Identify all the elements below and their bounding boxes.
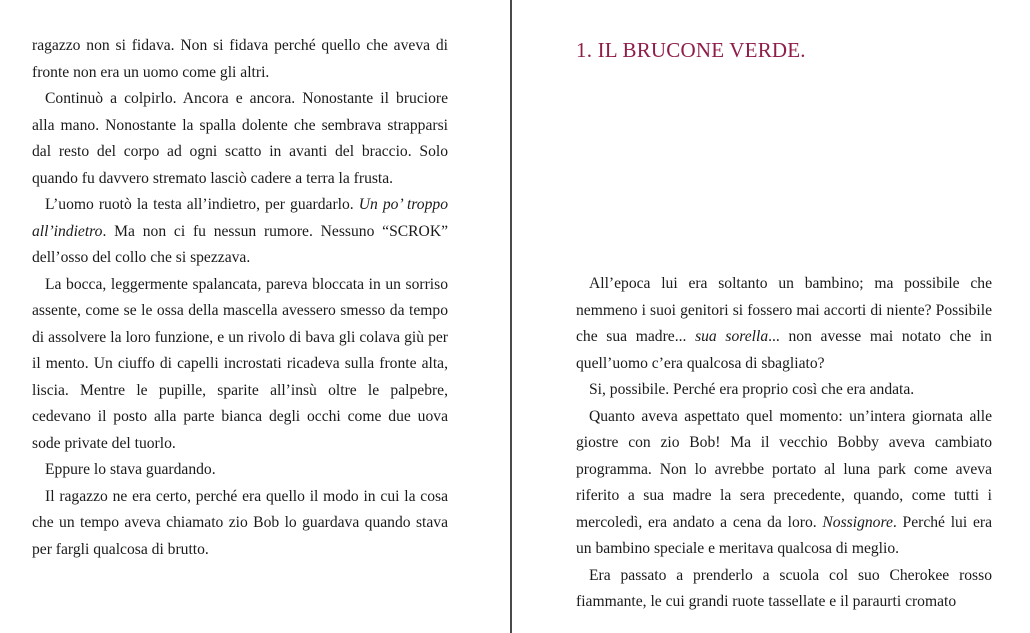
italic-text: Un po’ troppo all’indietro xyxy=(32,196,448,240)
text-run: Continuò a colpirlo. Ancora e ancora. Nonostante il bruciore alla mano. Nonostante la spalla dolente che sembrava strapparsi dal resto del corpo ad ogni scatto in avanti del braccio. Solo quando fu davvero stremato lasciò cadere a terra la frusta. xyxy=(32,90,448,187)
text-run: L’uomo ruotò la testa all’indietro, per guardarlo. xyxy=(45,196,359,213)
paragraph xyxy=(576,404,992,563)
paragraph xyxy=(576,563,992,616)
text-run: La bocca, leggermente spalancata, pareva bloccata in un sorriso assente, come se le ossa della mascella avessero smesso da tempo di assolvere la loro funzione, e un rivolo di bava gli colava giù per il mento. Un ciuffo di capelli incrostati ricadeva sulla fronte alta, liscia. Mentre le pupille, sparite all’insù oltre le palpebre, cedevano il posto alla parte bianca degli occhi come due uova sode private del tuorlo. xyxy=(32,275,448,452)
text-run: ... non avesse mai notato che in quell’uomo c’era qualcosa di sbagliato? xyxy=(576,328,992,372)
paragraph xyxy=(576,271,992,377)
paragraph xyxy=(32,457,448,484)
paragraph xyxy=(32,86,448,192)
paragraph xyxy=(32,484,448,564)
italic-text: sua sorella xyxy=(695,328,769,345)
text-run: Si, possibile. Perché era proprio così che era andata. xyxy=(589,381,915,398)
text-run: Era passato a prenderlo a scuola col suo Cherokee rosso fiammante, le cui grandi ruote tassellate e il paraurti cromato xyxy=(576,566,992,610)
left-page xyxy=(0,0,511,633)
chapter-title: 1. IL BRUCONE VERDE. xyxy=(576,38,806,62)
text-run: Il ragazzo ne era certo, perché era quello il modo in cui la cosa che un tempo aveva chiamato zio Bob lo guardava quando stava per fargli qualcosa di brutto. xyxy=(32,487,448,558)
right-page-text xyxy=(576,271,992,616)
text-run: All’epoca lui era soltanto un bambino; ma possibile che nemmeno i suoi genitori si fossero mai accorti di niente? Possibile che sua madre... xyxy=(576,275,992,345)
paragraph xyxy=(32,192,448,272)
left-page-text xyxy=(32,33,448,563)
text-run: Eppure lo stava guardando. xyxy=(45,461,216,478)
italic-text: Nossignore xyxy=(822,513,893,531)
right-page xyxy=(512,0,1030,633)
paragraph xyxy=(32,272,448,458)
paragraph xyxy=(576,377,992,404)
text-run: . Ma non ci fu nessun rumore. Nessuno “SCROK” dell’osso del collo che si spezzava. xyxy=(32,222,448,266)
paragraph xyxy=(32,33,448,86)
text-run: ragazzo non si fidava. Non si fidava perché quello che aveva di fronte non era un uomo come gli altri. xyxy=(32,37,448,81)
text-run: Quanto aveva aspettato quel momento: un’intera giornata alle giostre con zio Bob! Ma il vecchio Bobby aveva cambiato programma. Non lo avrebbe portato al luna park come aveva riferito a sua madre la sera precedente, quando, come tutti i mercoledì, era andato a cena da loro. xyxy=(576,407,992,531)
text-run: . Perché lui era un bambino speciale e meritava qualcosa di meglio. xyxy=(576,513,992,557)
